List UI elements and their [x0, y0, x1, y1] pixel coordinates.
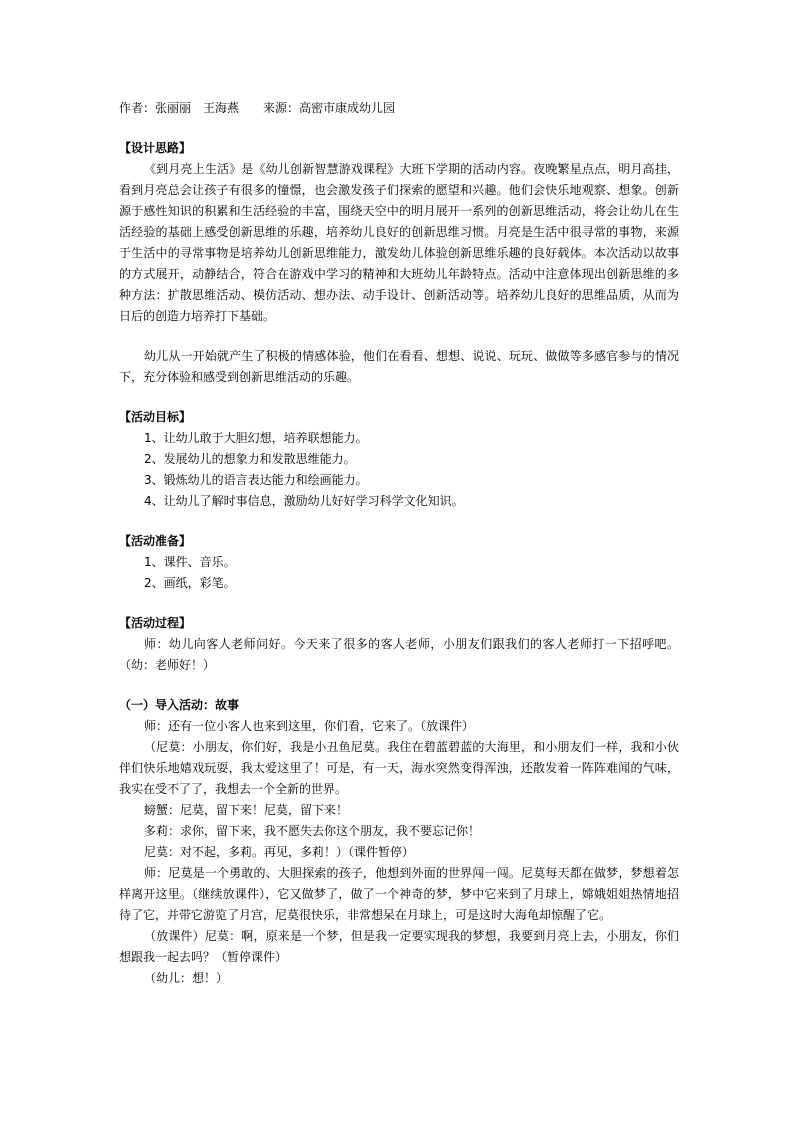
dialogue-line: 螃蟹：尼莫，留下来！尼莫，留下来！: [144, 803, 349, 817]
document-body: [119, 98, 679, 989]
goals-heading: 【活动目标】: [119, 410, 192, 424]
dialogue-line: 多莉：求你，留下来，我不愿失去你这个朋友，我不要忘记你！: [144, 824, 481, 838]
dialogue-line: 师：尼莫是一个勇敢的、大胆探索的孩子，他想到外面的世界闯一闯。尼莫每天都在做梦，梦想着怎样离开这里。（继续放课件），它又做梦了，做了一个神奇的梦，梦中它来到了月球上，嫦娥姐姐热情地招待了它，并带它游览了月宫，尼莫很快乐，非常想呆在月球上，可是这时大海龟却惊醒了它。: [119, 866, 679, 922]
dialogue-line: （尼莫：小朋友，你们好，我是小丑鱼尼莫。我住在碧蓝碧蓝的大海里，和小朋友们一样，我和小伙伴们快乐地嬉戏玩耍，我太爱这里了！可是，有一天，海水突然变得浑浊，还散发着一阵阵难闻的气味，我实在受不了了，我想去一个全新的世界。: [119, 740, 679, 796]
section1-heading: （一）导入活动：故事: [119, 698, 240, 712]
process-intro: 师：幼儿向客人老师问好。今天来了很多的客人老师，小朋友们跟我们的客人老师打一下招呼吧。（幼：老师好！）: [119, 637, 679, 672]
dialogue-line: （放课件）尼莫：啊，原来是一个梦，但是我一定要实现我的梦想，我要到月亮上去，小朋友，你们想跟我一起去吗？（暂停课件）: [119, 929, 679, 964]
prep-item: 2、画纸，彩笔。: [144, 576, 236, 590]
author-line: 作者：张丽丽 王海燕 来源：高密市康成幼儿园: [119, 101, 396, 115]
goal-item: 1、让幼儿敢于大胆幻想，培养联想能力。: [144, 431, 368, 445]
process-heading: 【活动过程】: [119, 616, 192, 630]
prep-heading: 【活动准备】: [119, 534, 192, 548]
goal-item: 4、让幼儿了解时事信息，激励幼儿好好学习科学文化知识。: [144, 494, 464, 508]
prep-item: 1、课件、音乐。: [144, 555, 236, 569]
dialogue-line: 师：还有一位小客人也来到这里，你们看，它来了。（放课件）: [144, 719, 475, 733]
dialogue-line: （幼儿：想！）: [144, 971, 229, 985]
goal-item: 2、发展幼儿的想象力和发散思维能力。: [144, 452, 356, 466]
design-heading: 【设计思路】: [119, 141, 192, 155]
design-paragraph-1: 《到月亮上生活》是《幼儿创新智慧游戏课程》大班下学期的活动内容。夜晚繁星点点，明月高挂，看到月亮总会让孩子有很多的憧憬，也会激发孩子们探索的愿望和兴趣。他们会快乐地观察、想象。创新源于感性知识的积累和生活经验的丰富，围绕天空中的明月展开一系列的创新思维活动，将会让幼儿在生活经验的基础上感受创新思维的乐趣，培养幼儿良好的创新思维习惯。月亮是生活中很寻常的事物，来源于生活中的寻常事物是培养幼儿创新思维能力，激发幼儿体验创新思维乐趣的良好载体。本次活动以故事的方式展开，动静结合，符合在游戏中学习的精神和大班幼儿年龄特点。活动中注意体现出创新思维的多种方法：扩散思维活动、模仿活动、想办法、动手设计、创新活动等。培养幼儿良好的思维品质，从而为日后的创造力培养打下基础。: [119, 162, 679, 323]
design-paragraph-2: 幼儿从一开始就产生了积极的情感体验，他们在看看、想想、说说、玩玩、做做等多感官参与的情况下，充分体验和感受到创新思维活动的乐趣。: [119, 349, 679, 384]
goal-item: 3、锻炼幼儿的语言表达能力和绘画能力。: [144, 473, 368, 487]
dialogue-line: 尼莫：对不起，多莉。再见，多莉！）（课件暂停）: [144, 845, 415, 859]
